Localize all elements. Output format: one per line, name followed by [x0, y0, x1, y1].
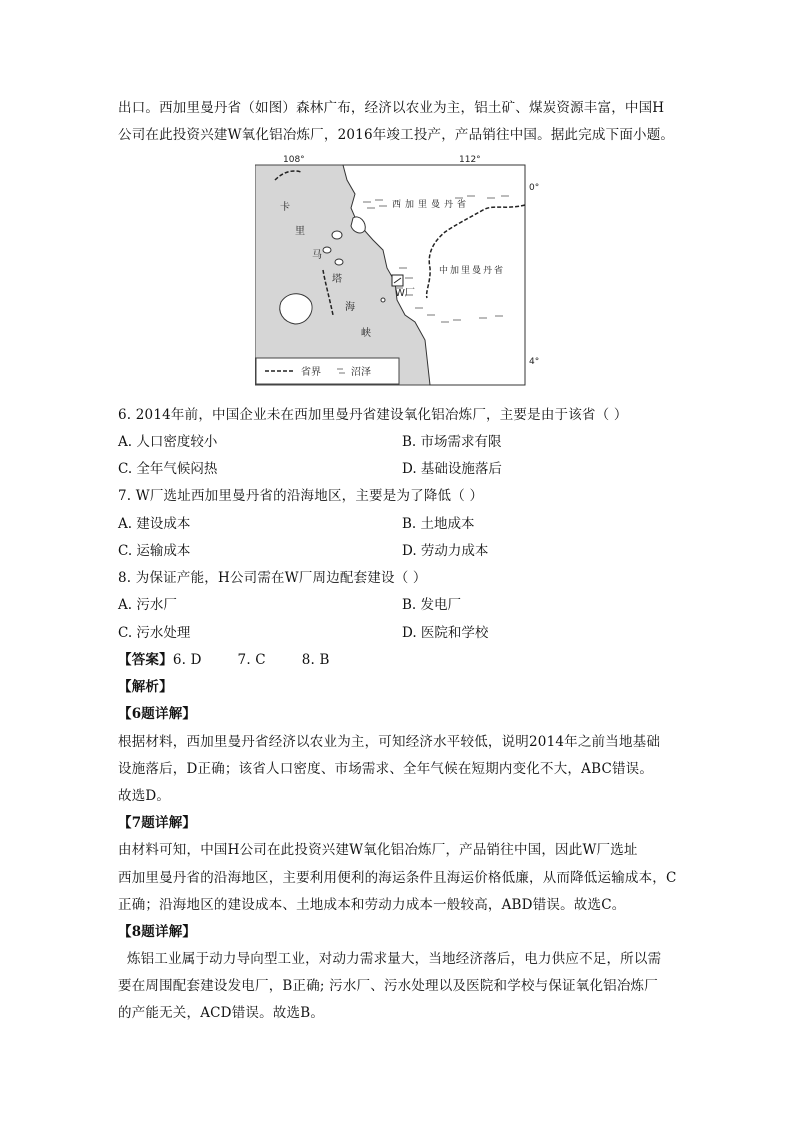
answer-text: 6. D 7. C 8. B — [172, 652, 330, 668]
lat-label-0: 0° — [529, 183, 540, 193]
analysis-label: 【解析】 — [118, 679, 173, 695]
answer-line — [118, 648, 330, 668]
q7-detail-line-2: 西加里曼丹省的沿海地区，主要利用便利的海运条件且海运价格低廉，从而降低运输成本，C — [118, 870, 677, 886]
q8-detail-line-1: 炼铝工业属于动力导向型工业，对动力需求量大，当地经济落后，电力供应不足，所以需 — [118, 951, 662, 967]
intro-line-1: 出口。西加里曼丹省（如图）森林广布，经济以农业为主，铝土矿、煤炭资源丰富，中国H — [118, 100, 665, 116]
question-6-stem: 6. 2014年前，中国企业未在西加里曼丹省建设氧化铝冶炼厂，主要是由于该省（ ） — [118, 407, 628, 423]
q6-detail-line-3: 故选D。 — [118, 788, 171, 804]
question-8-stem: 8. 为保证产能，H公司需在W厂周边配套建设（ ） — [118, 570, 427, 586]
lon-label-112: 112° — [459, 155, 481, 165]
q6-detail-line-2: 设施落后，D正确；该省人口密度、市场需求、全年气候在短期内变化不大，ABC错误。 — [118, 761, 654, 777]
island-small-4 — [381, 298, 385, 302]
sea-char-1: 卡 — [280, 202, 290, 213]
q8-option-a: A. 污水厂 — [118, 597, 177, 613]
q7-option-c: C. 运输成本 — [118, 543, 191, 559]
answer-label: 【答案】 — [118, 652, 173, 668]
q6-option-d: D. 基础设施落后 — [402, 461, 502, 477]
legend-swamp-label: 沼泽 — [351, 367, 371, 378]
q6-option-b: B. 市场需求有限 — [402, 434, 502, 450]
lat-label-4: 4° — [529, 357, 540, 367]
island-small-3 — [335, 259, 343, 265]
sea-char-5: 海 — [345, 302, 355, 313]
lon-label-108: 108° — [283, 155, 305, 165]
island-large — [280, 294, 312, 324]
sea-char-4: 塔 — [332, 274, 342, 285]
q6-option-a: A. 人口密度较小 — [118, 434, 218, 450]
factory-label: W厂 — [395, 288, 415, 299]
q7-detail-line-1: 由材料可知，中国H公司在此投资兴建W氧化铝冶炼厂，产品销往中国，因此W厂选址 — [118, 842, 638, 858]
q7-detail-line-3: 正确；沿海地区的建设成本、土地成本和劳动力成本一般较高，ABD错误。故选C。 — [118, 897, 626, 913]
q8-detail-heading: 【8题详解】 — [118, 924, 197, 940]
q7-detail-heading: 【7题详解】 — [118, 815, 197, 831]
q8-option-b: B. 发电厂 — [402, 597, 462, 613]
q7-option-a: A. 建设成本 — [118, 516, 191, 532]
question-7-stem: 7. W厂选址西加里曼丹省的沿海地区，主要是为了降低（ ） — [118, 488, 484, 504]
q8-detail-line-3: 的产能无关，ACD错误。故选B。 — [118, 1005, 325, 1021]
province-central-label: 中加里曼丹省 — [439, 266, 506, 276]
sea-char-3: 马 — [312, 250, 322, 261]
map-figure — [255, 150, 545, 390]
island-small-2 — [323, 247, 331, 253]
sea-char-6: 峡 — [361, 328, 371, 339]
q6-detail-heading: 【6题详解】 — [118, 706, 197, 722]
intro-line-2: 公司在此投资兴建W氧化铝冶炼厂，2016年竣工投产，产品销往中国。据此完成下面小题。 — [118, 127, 675, 143]
q8-detail-line-2: 要在周围配套建设发电厂，B正确; 污水厂、污水处理以及医院和学校与保证氧化铝冶炼厂 — [118, 978, 658, 994]
sea-char-2: 里 — [295, 226, 305, 237]
province-west-label: 西加里曼丹省 — [392, 200, 471, 210]
island-small-1 — [332, 231, 342, 239]
legend-border-label: 省界 — [301, 367, 321, 378]
q7-option-d: D. 劳动力成本 — [402, 543, 489, 559]
q8-option-c: C. 污水处理 — [118, 625, 191, 641]
q6-detail-line-1: 根据材料，西加里曼丹省经济以农业为主，可知经济水平较低，说明2014年之前当地基础 — [118, 734, 661, 750]
q7-option-b: B. 土地成本 — [402, 516, 475, 532]
q6-option-c: C. 全年气候闷热 — [118, 461, 218, 477]
q8-option-d: D. 医院和学校 — [402, 625, 489, 641]
